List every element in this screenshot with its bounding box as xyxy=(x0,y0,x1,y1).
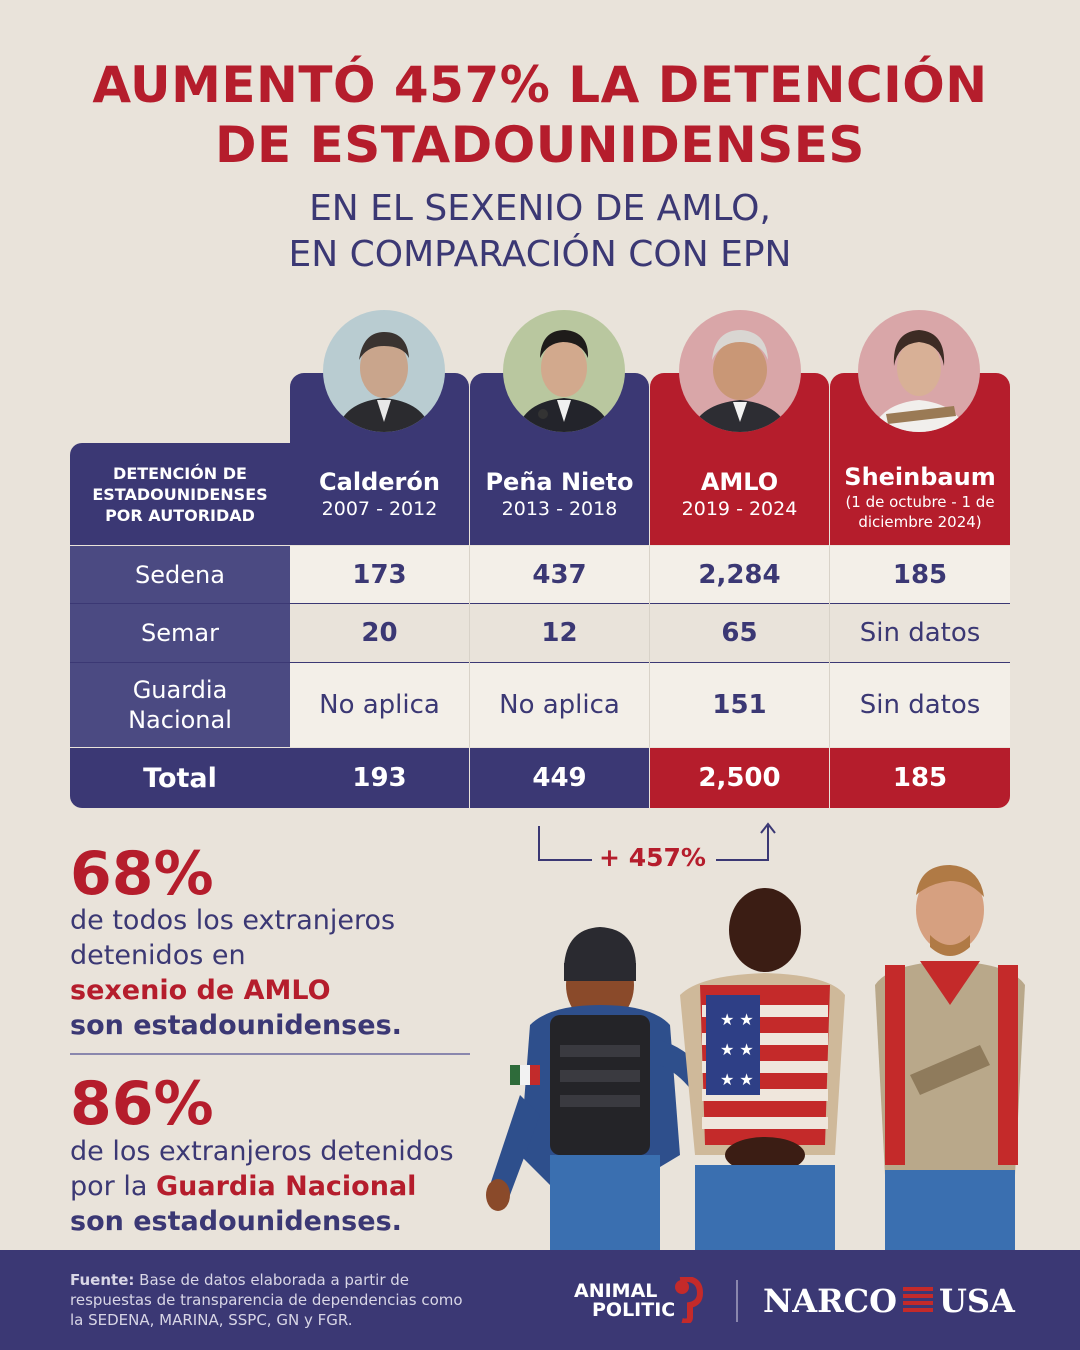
tourist-figure xyxy=(875,865,1025,1250)
divider xyxy=(469,546,470,747)
svg-text:★ ★: ★ ★ xyxy=(720,1010,754,1029)
total-sheinbaum: 185 xyxy=(892,763,948,793)
row-label-sedena: Sedena xyxy=(70,546,290,603)
total-pena-nieto: 449 xyxy=(532,763,587,793)
divider xyxy=(290,603,1010,604)
column-years-sheinbaum: (1 de octubre - 1 de diciembre 2024) xyxy=(845,493,995,531)
cell-guardia-amlo: 151 xyxy=(650,663,829,747)
stat-68-text-1: de todos los extranjeros xyxy=(70,905,396,936)
animal-politico-logo[interactable] xyxy=(574,1282,675,1320)
row-label-semar: Semar xyxy=(70,604,290,662)
stat-68-emphasis: sexenio de AMLO xyxy=(70,975,331,1006)
corner-header xyxy=(70,443,290,545)
svg-text:★ ★: ★ ★ xyxy=(720,1070,754,1089)
row-label-guardia-l1: Guardia xyxy=(132,676,228,704)
stat-68-conclusion: son estadounidenses. xyxy=(70,1010,402,1041)
cell-guardia-calderon: No aplica xyxy=(290,663,469,747)
logo-politico-text: POLITIC xyxy=(592,1299,676,1321)
portrait-calderon xyxy=(323,310,445,432)
detainee-figure xyxy=(680,888,845,1250)
logo-animal-text: ANIMAL xyxy=(574,1280,658,1302)
corner-label-1: DETENCIÓN DE xyxy=(113,464,247,483)
column-name-calderon: Calderón xyxy=(319,468,440,496)
portrait-pena-nieto xyxy=(503,310,625,432)
logo-usa-text: USA xyxy=(939,1282,1015,1320)
cell-semar-calderon: 20 xyxy=(290,604,469,662)
cell-guardia-sheinbaum: Sin datos xyxy=(830,663,1010,747)
subtitle-line-2: EN COMPARACIÓN CON EPN xyxy=(288,234,792,275)
source-note xyxy=(70,1270,470,1330)
corner-label-2: ESTADOUNIDENSES xyxy=(92,485,268,504)
title-line-2: DE ESTADOUNIDENSES xyxy=(215,116,865,174)
column-name-sheinbaum: Sheinbaum xyxy=(844,463,996,491)
stat-68-text-2: detenidos en xyxy=(70,940,246,971)
divider xyxy=(70,662,290,663)
column-years-calderon: 2007 - 2012 xyxy=(321,498,438,520)
svg-text:★ ★: ★ ★ xyxy=(720,1040,754,1059)
column-years-pena-nieto: 2013 - 2018 xyxy=(501,498,618,520)
corner-label-3: POR AUTORIDAD xyxy=(105,506,255,525)
stats-divider xyxy=(70,1053,470,1055)
row-label-guardia-nacional xyxy=(70,663,290,747)
total-calderon: 193 xyxy=(352,763,407,793)
cell-sedena-amlo: 2,284 xyxy=(650,546,829,603)
column-name-pena-nieto: Peña Nieto xyxy=(485,468,634,496)
divider xyxy=(829,546,830,747)
stat-86-text-1: de los extranjeros detenidos xyxy=(70,1136,454,1167)
cell-semar-sheinbaum: Sin datos xyxy=(830,604,1010,662)
cell-guardia-pena-nieto: No aplica xyxy=(470,663,649,747)
divider xyxy=(649,546,650,747)
increase-label: + 457% xyxy=(599,843,706,872)
column-years-amlo: 2019 - 2024 xyxy=(681,498,798,520)
stat-68-value: 68% xyxy=(70,839,214,909)
cell-semar-amlo: 65 xyxy=(650,604,829,662)
flag-stripes-icon xyxy=(903,1287,933,1315)
logo-narco-text: NARCO xyxy=(763,1282,898,1320)
divider xyxy=(290,662,1010,663)
narco-usa-logo[interactable] xyxy=(763,1282,1015,1320)
total-amlo: 2,500 xyxy=(698,763,781,793)
stat-86-emphasis: Guardia Nacional xyxy=(155,1171,417,1202)
source-label: Fuente: xyxy=(70,1271,135,1289)
subtitle-line-1: EN EL SEXENIO DE AMLO, xyxy=(309,188,771,229)
stat-86-text-2: por la xyxy=(70,1171,156,1202)
stat-86-value: 86% xyxy=(70,1069,214,1139)
animal-politico-mascot-icon xyxy=(672,1277,706,1323)
stat-86-conclusion: son estadounidenses. xyxy=(70,1206,402,1237)
cell-sedena-calderon: 173 xyxy=(290,546,469,603)
source-text: Base de datos elaborada a partir de respuestas de transparencia de dependencias como la SEDENA, MARINA, SSPC, GN y FGR. xyxy=(70,1271,463,1329)
cell-sedena-sheinbaum: 185 xyxy=(830,546,1010,603)
portrait-amlo xyxy=(679,310,801,432)
total-label: Total xyxy=(143,762,217,794)
divider xyxy=(70,603,290,604)
cell-sedena-pena-nieto: 437 xyxy=(470,546,649,603)
logo-divider xyxy=(736,1280,738,1322)
portrait-sheinbaum xyxy=(858,310,980,432)
cell-semar-pena-nieto: 12 xyxy=(470,604,649,662)
column-name-amlo: AMLO xyxy=(700,468,779,496)
illustration-detention xyxy=(480,855,1040,1250)
title-line-1: AUMENTÓ 457% LA DETENCIÓN xyxy=(92,56,988,114)
row-label-guardia-l2: Nacional xyxy=(128,706,232,734)
